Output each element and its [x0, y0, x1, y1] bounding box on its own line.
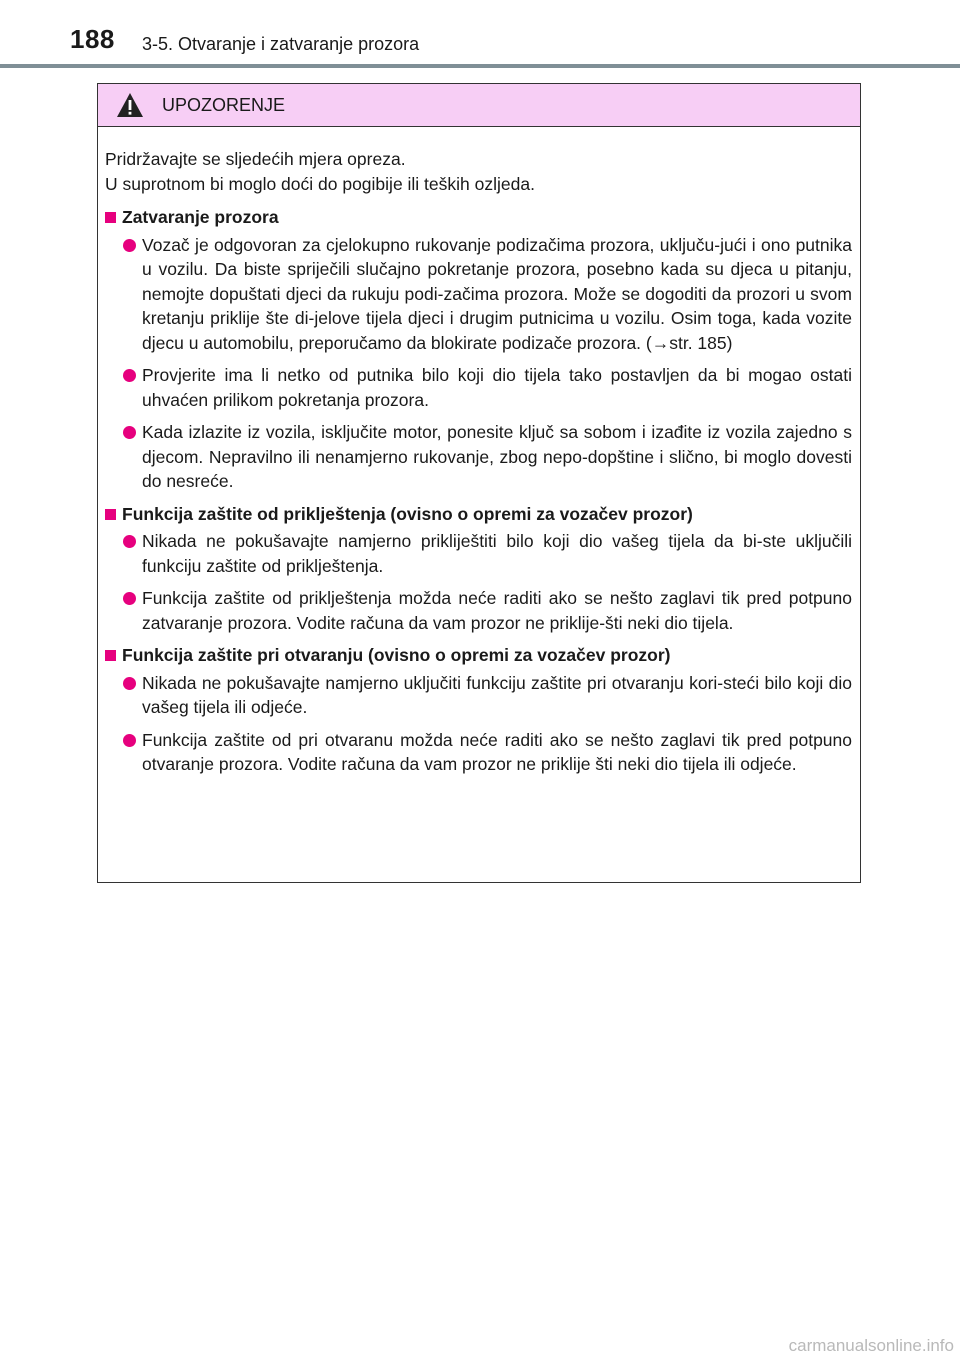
warning-header	[98, 84, 860, 127]
page-number: 188	[70, 24, 115, 54]
section-title: 3-5. Otvaranje i zatvaranje prozora	[142, 34, 420, 54]
warning-box	[97, 83, 861, 883]
section-opening-protection	[105, 643, 852, 777]
list-item-text: Kada izlazite iz vozila, isključite motor, ponesite ključ sa sobom i izađite iz vozila zajedno s djecom. Nepravilno ili nenamjerno rukovanje, zbog nepo-dopštine i slično, bi moglo dovesti do nesreće.	[142, 422, 852, 491]
round-bullet-icon	[123, 535, 136, 548]
section-heading-text: Funkcija zaštite pri otvaranju (ovisno o opremi za vozačev prozor)	[122, 645, 671, 665]
round-bullet-icon	[123, 239, 136, 252]
warning-triangle-icon	[116, 92, 144, 118]
header-rule	[0, 64, 960, 68]
intro-line: U suprotnom bi moglo doći do pogibije ili teških ozljeda.	[105, 173, 535, 194]
warning-content	[98, 127, 860, 777]
section-window-closing	[105, 205, 852, 494]
list-item	[105, 363, 852, 412]
list-item-text: Nikada ne pokušavajte namjerno prikliještiti bilo koji dio vašeg tijela da bi-ste uključili funkciju zaštite od priklještenja.	[142, 531, 852, 576]
section-heading	[105, 205, 852, 230]
section-heading	[105, 643, 852, 668]
list-item-text: Funkcija zaštite od pri otvaranu možda neće raditi ako se nešto zaglavi tik pred potpuno otvaranje prozora. Vodite računa da vam prozor ne priklije šti neki dio tijela ili odjeće.	[142, 729, 852, 774]
list-item	[105, 420, 852, 494]
list-item-text: Funkcija zaštite od priklještenja možda neće raditi ako se nešto zaglavi tik pred potpuno zatvaranje prozora. Vodite računa da vam prozor ne priklije-šti neki dio tijela.	[142, 588, 852, 633]
warning-title: UPOZORENJE	[162, 94, 286, 115]
square-bullet-icon	[105, 509, 116, 520]
square-bullet-icon	[105, 650, 116, 661]
warning-intro	[105, 147, 852, 196]
round-bullet-icon	[123, 369, 136, 382]
section-heading-text: Zatvaranje prozora	[122, 207, 279, 227]
list-item-text: Vozač je odgovoran za cjelokupno rukovanje podizačima prozora, uključu-jući i ono putnika u vozilu. Da biste spriječili slučajno pokretanje prozora, posebno kada su djeca u pitanju, nemojte dopuštati djeci da rukuju podi-začima prozora. Može se dogoditi da prozori u svom kretanju priklije šte di-jelove tijela djeci i drugim putnicima u vozilu. Osim toga, kada vozite djecu u automobilu, preporučamo da blokirate podizače prozora. (→str. 185)	[142, 234, 852, 353]
section-jam-protection	[105, 502, 852, 636]
list-item	[105, 233, 852, 356]
round-bullet-icon	[123, 734, 136, 747]
watermark: carmanualsonline.info	[788, 1336, 954, 1355]
section-heading	[105, 502, 852, 527]
list-item-text: Provjerite ima li netko od putnika bilo koji dio tijela tako postavljen da bi mogao ostati uhvaćen prilikom pokretanja prozora.	[142, 365, 852, 410]
section-heading-text: Funkcija zaštite od priklještenja (ovisno o opremi za vozačev prozor)	[122, 503, 693, 524]
list-item	[105, 728, 852, 777]
list-item	[105, 529, 852, 578]
list-item	[105, 671, 852, 720]
intro-line: Pridržavajte se sljedećih mjera opreza.	[105, 149, 406, 169]
round-bullet-icon	[123, 592, 136, 605]
round-bullet-icon	[123, 426, 136, 439]
list-item-text: Nikada ne pokušavajte namjerno uključiti funkciju zaštite pri otvaranju kori-steći bilo koji dio vašeg tijela ili odjeće.	[142, 672, 852, 717]
list-item	[105, 586, 852, 635]
round-bullet-icon	[123, 677, 136, 690]
square-bullet-icon	[105, 212, 116, 223]
